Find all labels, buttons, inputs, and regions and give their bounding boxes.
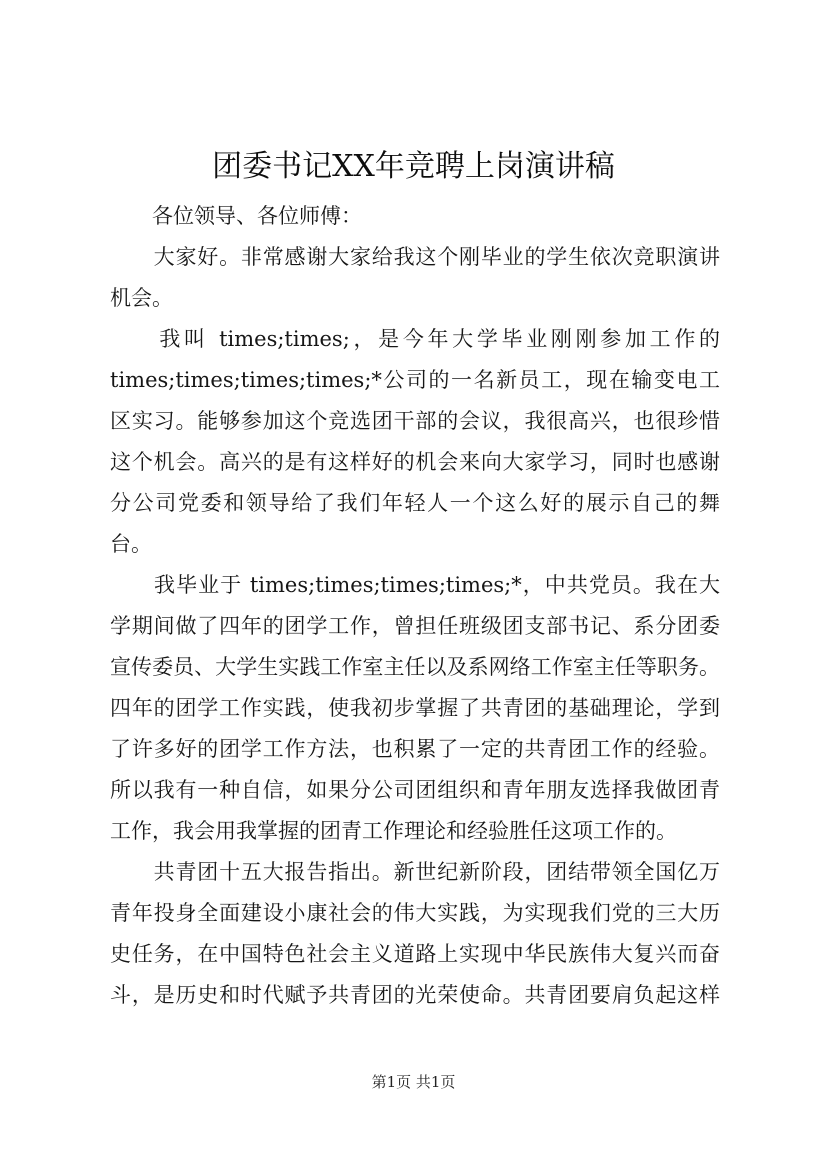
text-line: 青年投身全面建设小康社会的伟大实践，为实现我们党的三大历: [110, 901, 720, 925]
text-line: 大家好。非常感谢大家给我这个刚毕业的学生依次竞职演讲: [110, 245, 720, 269]
text-line: 各位领导、各位师傅：: [110, 204, 362, 228]
text-line: 了许多好的团学工作方法，也积累了一定的共青团工作的经验。: [110, 737, 720, 761]
text-line: 工作，我会用我掌握的团青工作理论和经验胜任这项工作的。: [110, 819, 677, 843]
text-line: 史任务，在中国特色社会主义道路上实现中华民族伟大复兴而奋: [110, 942, 720, 966]
text-line: 我叫 times;times;，是今年大学毕业刚刚参加工作的: [110, 327, 720, 351]
text-line: 斗，是历史和时代赋予共青团的光荣使命。共青团要肩负起这样: [110, 983, 720, 1007]
document-title: 团委书记XX年竞聘上岗演讲稿: [212, 149, 615, 184]
text-line: 台。: [110, 532, 152, 556]
page-footer: 第1页 共1页: [371, 1073, 456, 1091]
text-line: 分公司党委和领导给了我们年轻人一个这么好的展示自己的舞: [110, 491, 720, 515]
text-line: 共青团十五大报告指出。新世纪新阶段，团结带领全国亿万: [110, 860, 720, 884]
text-line: 区实习。能够参加这个竞选团干部的会议，我很高兴，也很珍惜: [110, 409, 720, 433]
text-line: 宣传委员、大学生实践工作室主任以及系网络工作室主任等职务。: [110, 655, 720, 679]
text-line: 四年的团学工作实践，使我初步掌握了共青团的基础理论，学到: [110, 696, 720, 720]
document-body: [110, 196, 725, 1016]
text-line: 机会。: [110, 286, 173, 310]
text-line: 这个机会。高兴的是有这样好的机会来向大家学习，同时也感谢: [110, 450, 720, 474]
text-line: 我毕业于 times;times;times;times;*，中共党员。我在大: [110, 573, 720, 597]
text-line: 学期间做了四年的团学工作，曾担任班级团支部书记、系分团委: [110, 614, 720, 638]
text-line: 所以我有一种自信，如果分公司团组织和青年朋友选择我做团青: [110, 778, 720, 802]
text-line: times;times;times;times;*公司的一名新员工，现在输变电工: [110, 368, 720, 392]
